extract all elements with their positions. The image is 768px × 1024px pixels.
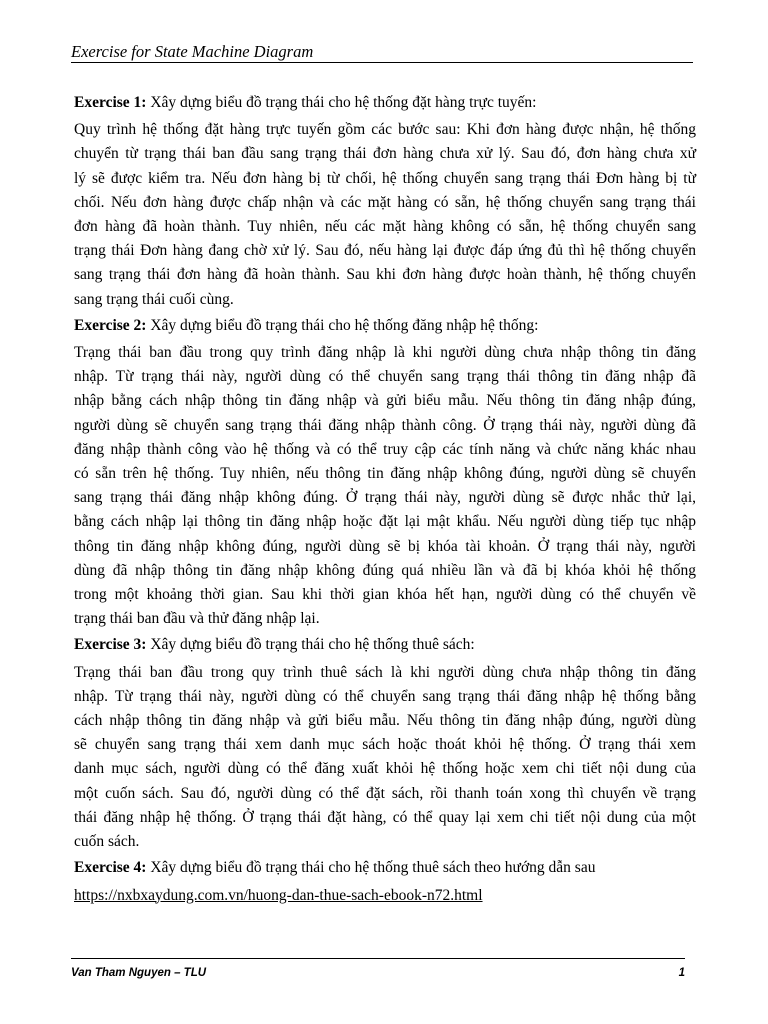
text-line: chối. Nếu đơn hàng được chấp nhận và các mặt hàng có sẵn, hệ thống chuyển sang trạng thái [74,193,696,211]
text-line: Trạng thái ban đầu trong quy trình thuê sách là khi người dùng chưa nhập thông tin đăng [74,663,696,681]
text-line: nhập. Từ trạng thái này, người dùng có thể chuyển sang trạng thái đăng nhập hệ thống bằng [74,687,696,705]
exercise-3-title: Xây dựng biểu đồ trạng thái cho hệ thống thuê sách: [146,636,475,654]
text-line: bằng cách nhập lại thông tin đăng nhập hoặc đặt lại mật khẩu. Nếu người dùng tiếp tục nhập [74,513,696,531]
exercise-1-description [74,118,696,312]
exercise-1-title: Xây dựng biểu đồ trạng thái cho hệ thống đặt hàng trực tuyến: [146,94,537,111]
exercise-2-label: Exercise 2: [74,316,147,334]
text-line: đăng nhập thành công vào hệ thống và có thể truy cập các tính năng và chức năng khác nhau [74,440,696,458]
text-line: sẽ chuyển sang trạng thái xem danh mục sách hoặc thoát khỏi hệ thống. Ở trạng thái xem [74,736,696,754]
page-number: 1 [678,967,685,979]
header-title: Exercise for State Machine Diagram [71,42,314,61]
page-header [71,42,693,63]
footer-author: Van Tham Nguyen – TLU [71,967,207,979]
text-line: nhập. Từ trạng thái này, người dùng có thể chuyển sang trạng thái thông tin đăng nhập đã [74,368,696,386]
document-body [74,91,696,908]
exercise-1-heading [74,91,696,115]
text-line: cuốn sách. [74,833,140,851]
text-line: lý sẽ được kiểm tra. Nếu đơn hàng bị từ chối, hệ thống chuyển sang trạng thái Đơn hàng bị từ [74,169,696,187]
text-line: sang trạng thái cuối cùng. [74,290,234,308]
exercise-4-link[interactable]: https://nxbxaydung.com.vn/huong-dan-thue-sach-ebook-n72.html [74,886,483,904]
page-footer [71,958,685,980]
text-line: Trạng thái ban đầu trong quy trình đăng nhập là khi người dùng chưa nhập thông tin đăng [74,344,696,362]
text-line: thông tin đăng nhập không đúng, người dùng sẽ bị khóa tài khoản. Ở trạng thái này, người [74,537,696,555]
text-line: thái đăng nhập hệ thống. Ở trạng thái đặt hàng, có thể quay lại xem chi tiết nội dung của một [74,808,696,826]
exercise-4-label: Exercise 4: [74,859,147,877]
text-line: danh mục sách, người dùng có thể đăng xuất khỏi hệ thống hoặc xem chi tiết nội dung của [74,760,696,778]
text-line: người dùng sẽ chuyển sang trạng thái đăng nhập thành công. Ở trạng thái này, người dùng đã [74,416,696,434]
text-line: sang trạng thái đăng nhập không đúng. Ở trạng thái này, người dùng sẽ được nhắc thử lại, [74,489,696,507]
exercise-2-heading [74,314,696,338]
text-line: chuyển từ trạng thái ban đầu sang trạng thái đơn hàng chưa xử lý. Sau đó, đơn hàng chưa xử [74,145,696,163]
text-line: cách nhập thông tin đăng nhập và gửi biểu mẫu. Nếu thông tin đăng nhập đúng, người dùng [74,712,696,730]
exercise-4-heading [74,856,696,880]
text-line: trong một khoảng thời gian. Sau khi thời gian khóa hết hạn, người dùng có thể chuyển về [74,586,696,604]
text-line: một cuốn sách. Sau đó, người dùng có thể đặt sách, rồi thanh toán xong thì chuyển về trạng [74,784,696,802]
exercise-1-label: Exercise 1: [74,94,147,111]
text-line: nhập bằng cách nhập thông tin đăng nhập và gửi biểu mẫu. Nếu thông tin đăng nhập đúng, [74,392,696,410]
exercise-4-title: Xây dựng biểu đồ trạng thái cho hệ thống thuê sách theo hướng dẫn sau [146,859,596,877]
exercise-3-label: Exercise 3: [74,636,147,654]
text-line: trạng thái ban đầu và thử đăng nhập lại. [74,610,320,628]
exercise-2-description [74,341,696,631]
text-line: trạng thái Đơn hàng đang chờ xử lý. Sau đó, nếu hàng lại được đáp ứng đủ thì hệ thống chuyển [74,242,696,260]
text-line: đơn hàng đã hoàn thành. Tuy nhiên, nếu các mặt hàng không có sẵn, hệ thống chuyển sang [74,218,696,236]
exercise-3-heading [74,633,696,657]
text-line: Quy trình hệ thống đặt hàng trực tuyến gồm các bước sau: Khi đơn hàng được nhận, hệ thống [74,121,696,139]
text-line: sang trạng thái đơn hàng đã hoàn thành. Sau khi đơn hàng được hoàn thành, hệ thống chuyển [74,266,696,284]
exercise-3-description [74,661,696,855]
exercise-2-title: Xây dựng biểu đồ trạng thái cho hệ thống đăng nhập hệ thống: [146,316,539,334]
text-line: có sẵn trên hệ thống. Tuy nhiên, nếu thông tin đăng nhập không đúng, người dùng sẽ chuyển [74,465,696,483]
text-line: dùng đã nhập thông tin đăng nhập không đúng quá nhiều lần và đã bị khóa khỏi hệ thống [74,561,696,579]
